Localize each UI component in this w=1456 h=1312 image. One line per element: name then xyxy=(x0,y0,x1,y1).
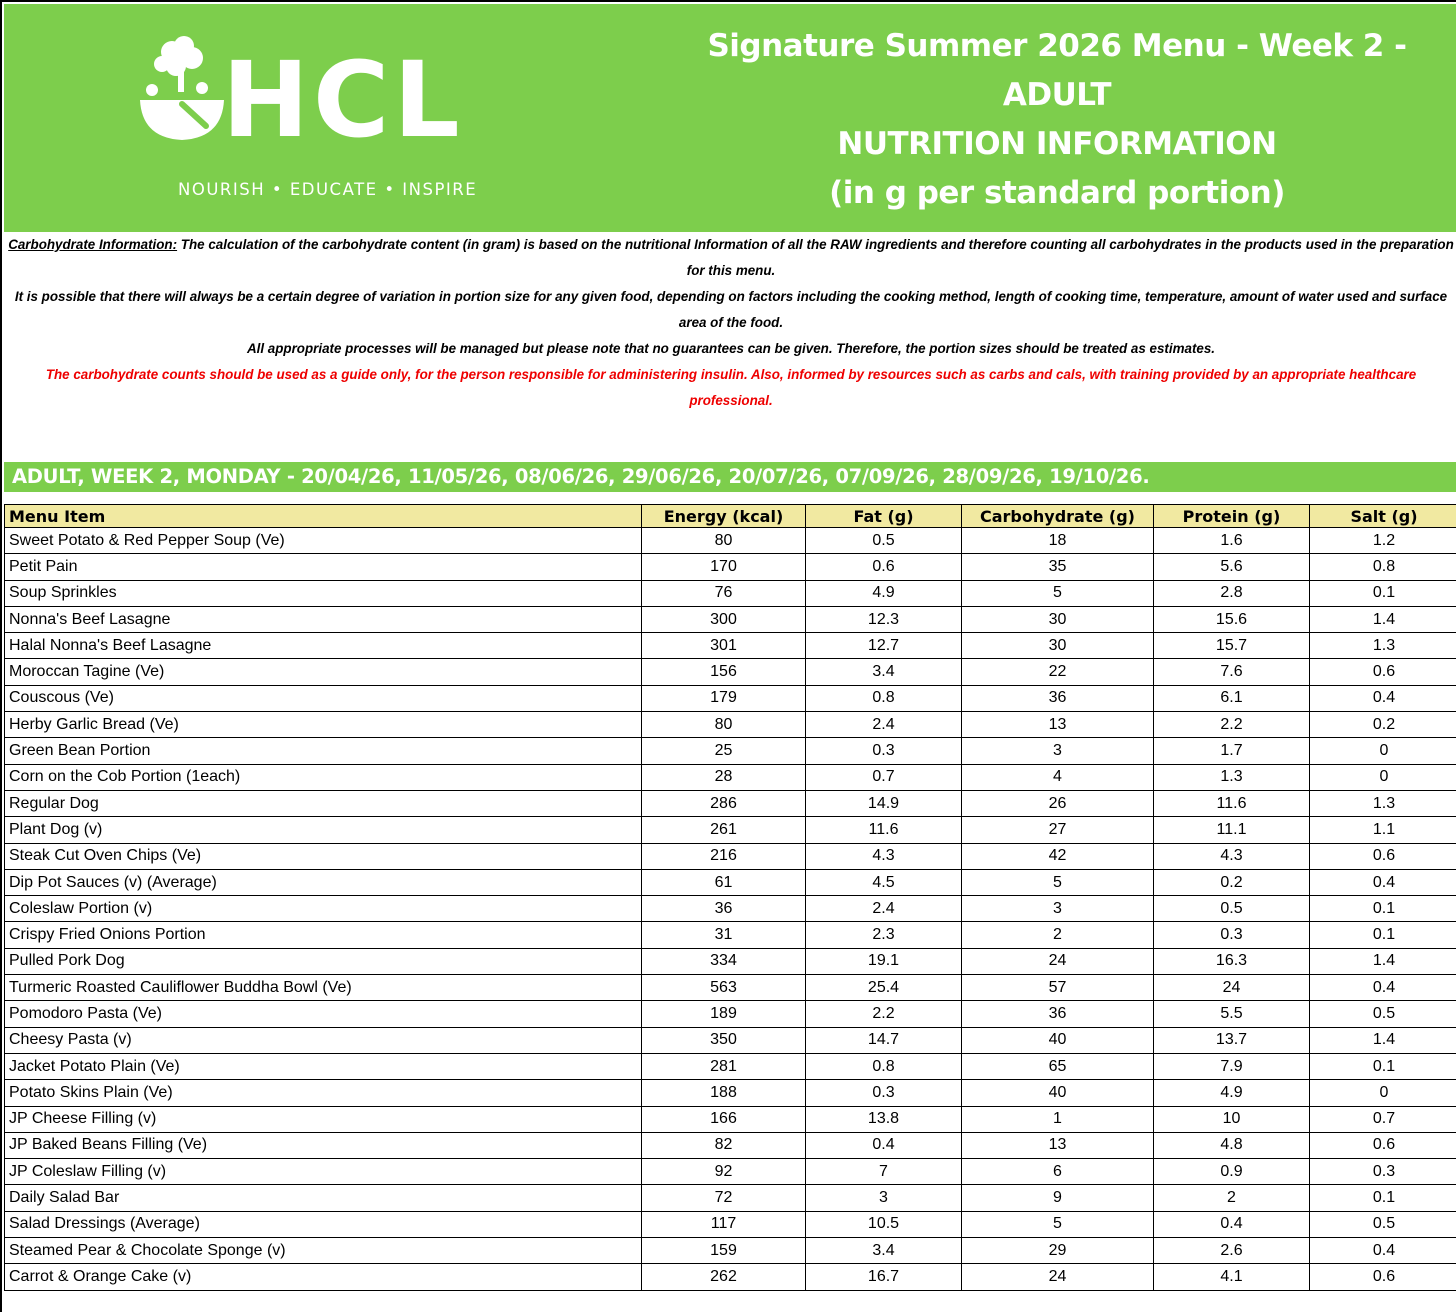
menu-item-cell: Sweet Potato & Red Pepper Soup (Ve) xyxy=(5,528,642,554)
fat-cell: 12.7 xyxy=(806,633,962,659)
brand-name: HCL xyxy=(222,39,464,161)
energy-cell: 25 xyxy=(642,738,806,764)
table-row xyxy=(5,554,1456,580)
nutrition-table xyxy=(4,504,1456,1291)
salt-cell: 0 xyxy=(1310,764,1456,790)
protein-cell: 6.1 xyxy=(1154,685,1310,711)
protein-cell: 0.2 xyxy=(1154,869,1310,895)
protein-cell: 0.5 xyxy=(1154,896,1310,922)
carbohydrate-cell: 22 xyxy=(962,659,1154,685)
carbohydrate-cell: 2 xyxy=(962,922,1154,948)
energy-cell: 261 xyxy=(642,817,806,843)
menu-item-cell: JP Coleslaw Filling (v) xyxy=(5,1159,642,1185)
table-row xyxy=(5,764,1456,790)
menu-item-cell: Steak Cut Oven Chips (Ve) xyxy=(5,843,642,869)
protein-cell: 4.1 xyxy=(1154,1264,1310,1290)
carbohydrate-cell: 57 xyxy=(962,975,1154,1001)
salt-cell: 0.1 xyxy=(1310,1053,1456,1079)
menu-item-cell: Couscous (Ve) xyxy=(5,685,642,711)
fat-cell: 19.1 xyxy=(806,948,962,974)
fat-cell: 12.3 xyxy=(806,606,962,632)
fat-cell: 10.5 xyxy=(806,1211,962,1237)
salt-cell: 0 xyxy=(1310,738,1456,764)
energy-cell: 189 xyxy=(642,1001,806,1027)
carbohydrate-cell: 36 xyxy=(962,1001,1154,1027)
salt-cell: 0.5 xyxy=(1310,1001,1456,1027)
menu-item-cell: Dip Pot Sauces (v) (Average) xyxy=(5,869,642,895)
fat-cell: 4.9 xyxy=(806,580,962,606)
col-header-menu-item: Menu Item xyxy=(5,505,642,528)
menu-item-cell: Plant Dog (v) xyxy=(5,817,642,843)
menu-item-cell: Regular Dog xyxy=(5,790,642,816)
fat-cell: 11.6 xyxy=(806,817,962,843)
menu-item-cell: Green Bean Portion xyxy=(5,738,642,764)
fat-cell: 3.4 xyxy=(806,659,962,685)
energy-cell: 281 xyxy=(642,1053,806,1079)
energy-cell: 300 xyxy=(642,606,806,632)
protein-cell: 0.3 xyxy=(1154,922,1310,948)
fat-cell: 2.3 xyxy=(806,922,962,948)
salt-cell: 1.3 xyxy=(1310,790,1456,816)
protein-cell: 2.2 xyxy=(1154,712,1310,738)
carbohydrate-cell: 24 xyxy=(962,948,1154,974)
title-line-4: (in g per standard portion) xyxy=(829,175,1285,211)
table-row xyxy=(5,948,1456,974)
salt-cell: 1.3 xyxy=(1310,633,1456,659)
table-row xyxy=(5,580,1456,606)
table-row xyxy=(5,975,1456,1001)
energy-cell: 159 xyxy=(642,1238,806,1264)
protein-cell: 13.7 xyxy=(1154,1027,1310,1053)
menu-item-cell: Cheesy Pasta (v) xyxy=(5,1027,642,1053)
table-row xyxy=(5,1132,1456,1158)
energy-cell: 80 xyxy=(642,528,806,554)
header-banner xyxy=(4,4,1456,232)
energy-cell: 563 xyxy=(642,975,806,1001)
salt-cell: 0.5 xyxy=(1310,1211,1456,1237)
carb-info-note xyxy=(4,232,1456,284)
protein-cell: 2.6 xyxy=(1154,1238,1310,1264)
energy-cell: 156 xyxy=(642,659,806,685)
salt-cell: 1.4 xyxy=(1310,606,1456,632)
col-header-protein: Protein (g) xyxy=(1154,505,1310,528)
table-row xyxy=(5,528,1456,554)
protein-cell: 2.8 xyxy=(1154,580,1310,606)
protein-cell: 15.6 xyxy=(1154,606,1310,632)
carbohydrate-cell: 5 xyxy=(962,869,1154,895)
salt-cell: 0.1 xyxy=(1310,580,1456,606)
table-row xyxy=(5,1264,1456,1290)
menu-item-cell: Soup Sprinkles xyxy=(5,580,642,606)
carbohydrate-cell: 40 xyxy=(962,1080,1154,1106)
table-row xyxy=(5,817,1456,843)
table-row xyxy=(5,633,1456,659)
fat-cell: 0.7 xyxy=(806,764,962,790)
table-row xyxy=(5,1106,1456,1132)
protein-cell: 11.6 xyxy=(1154,790,1310,816)
carbohydrate-cell: 30 xyxy=(962,633,1154,659)
menu-item-cell: Salad Dressings (Average) xyxy=(5,1211,642,1237)
energy-cell: 82 xyxy=(642,1132,806,1158)
carbohydrate-cell: 13 xyxy=(962,712,1154,738)
energy-cell: 301 xyxy=(642,633,806,659)
col-header-energy: Energy (kcal) xyxy=(642,505,806,528)
menu-item-cell: Nonna's Beef Lasagne xyxy=(5,606,642,632)
energy-cell: 262 xyxy=(642,1264,806,1290)
menu-item-cell: Turmeric Roasted Cauliflower Buddha Bowl (Ve) xyxy=(5,975,642,1001)
salt-cell: 0.6 xyxy=(1310,1264,1456,1290)
energy-cell: 61 xyxy=(642,869,806,895)
fat-cell: 2.2 xyxy=(806,1001,962,1027)
fat-cell: 0.3 xyxy=(806,1080,962,1106)
energy-cell: 92 xyxy=(642,1159,806,1185)
fat-cell: 7 xyxy=(806,1159,962,1185)
fat-cell: 0.5 xyxy=(806,528,962,554)
salt-cell: 0 xyxy=(1310,1080,1456,1106)
salt-cell: 0.6 xyxy=(1310,1132,1456,1158)
salt-cell: 0.1 xyxy=(1310,1185,1456,1211)
menu-item-cell: Petit Pain xyxy=(5,554,642,580)
table-row xyxy=(5,1027,1456,1053)
table-row xyxy=(5,1211,1456,1237)
salt-cell: 0.1 xyxy=(1310,922,1456,948)
protein-cell: 5.5 xyxy=(1154,1001,1310,1027)
menu-item-cell: Coleslaw Portion (v) xyxy=(5,896,642,922)
fat-cell: 25.4 xyxy=(806,975,962,1001)
carbohydrate-cell: 9 xyxy=(962,1185,1154,1211)
fat-cell: 3.4 xyxy=(806,1238,962,1264)
menu-item-cell: JP Cheese Filling (v) xyxy=(5,1106,642,1132)
table-row xyxy=(5,1185,1456,1211)
menu-item-cell: Corn on the Cob Portion (1each) xyxy=(5,764,642,790)
carbohydrate-cell: 30 xyxy=(962,606,1154,632)
salt-cell: 0.4 xyxy=(1310,685,1456,711)
protein-cell: 24 xyxy=(1154,975,1310,1001)
fat-cell: 14.9 xyxy=(806,790,962,816)
energy-cell: 188 xyxy=(642,1080,806,1106)
col-header-fat: Fat (g) xyxy=(806,505,962,528)
carbohydrate-cell: 36 xyxy=(962,685,1154,711)
energy-cell: 350 xyxy=(642,1027,806,1053)
table-row xyxy=(5,712,1456,738)
protein-cell: 1.3 xyxy=(1154,764,1310,790)
carbohydrate-cell: 1 xyxy=(962,1106,1154,1132)
hcl-logo xyxy=(122,30,478,210)
fat-cell: 0.4 xyxy=(806,1132,962,1158)
salt-cell: 0.3 xyxy=(1310,1159,1456,1185)
table-row xyxy=(5,659,1456,685)
energy-cell: 117 xyxy=(642,1211,806,1237)
fat-cell: 4.3 xyxy=(806,843,962,869)
carbohydrate-cell: 65 xyxy=(962,1053,1154,1079)
carbohydrate-cell: 5 xyxy=(962,1211,1154,1237)
protein-cell: 16.3 xyxy=(1154,948,1310,974)
energy-cell: 80 xyxy=(642,712,806,738)
energy-cell: 179 xyxy=(642,685,806,711)
carbohydrate-cell: 18 xyxy=(962,528,1154,554)
table-body xyxy=(5,528,1456,1291)
carbohydrate-cell: 29 xyxy=(962,1238,1154,1264)
salt-cell: 0.4 xyxy=(1310,1238,1456,1264)
col-header-salt: Salt (g) xyxy=(1310,505,1456,528)
menu-item-cell: Potato Skins Plain (Ve) xyxy=(5,1080,642,1106)
protein-cell: 7.6 xyxy=(1154,659,1310,685)
salt-cell: 0.1 xyxy=(1310,896,1456,922)
carbohydrate-cell: 3 xyxy=(962,896,1154,922)
day-banner: ADULT, WEEK 2, MONDAY - 20/04/26, 11/05/26, 08/06/26, 29/06/26, 20/07/26, 07/09/26, 28/09/26, 19/10/26. xyxy=(4,462,1456,492)
carbohydrate-cell: 42 xyxy=(962,843,1154,869)
energy-cell: 76 xyxy=(642,580,806,606)
protein-cell: 11.1 xyxy=(1154,817,1310,843)
fat-cell: 2.4 xyxy=(806,896,962,922)
page-title xyxy=(654,22,1456,218)
fat-cell: 0.8 xyxy=(806,685,962,711)
menu-item-cell: Pomodoro Pasta (Ve) xyxy=(5,1001,642,1027)
salt-cell: 0.8 xyxy=(1310,554,1456,580)
protein-cell: 10 xyxy=(1154,1106,1310,1132)
insulin-warning-note: The carbohydrate counts should be used as a guide only, for the person responsible for administering insulin. Also, informed by resources such as carbs and cals, with training provided by an appropriate healthcare professional. xyxy=(45,367,1417,408)
salt-cell: 0.7 xyxy=(1310,1106,1456,1132)
energy-cell: 28 xyxy=(642,764,806,790)
protein-cell: 5.6 xyxy=(1154,554,1310,580)
energy-cell: 166 xyxy=(642,1106,806,1132)
table-row xyxy=(5,922,1456,948)
carbohydrate-cell: 5 xyxy=(962,580,1154,606)
protein-cell: 1.7 xyxy=(1154,738,1310,764)
variation-note: It is possible that there will always be a certain degree of variation in portion size for any given food, depending on factors including the cooking method, length of cooking time, temperature, amount of water used and surface area of the food. xyxy=(14,289,1448,330)
salt-cell: 1.4 xyxy=(1310,1027,1456,1053)
salt-cell: 0.6 xyxy=(1310,843,1456,869)
fat-cell: 13.8 xyxy=(806,1106,962,1132)
fat-cell: 4.5 xyxy=(806,869,962,895)
energy-cell: 286 xyxy=(642,790,806,816)
protein-cell: 4.9 xyxy=(1154,1080,1310,1106)
carb-info-lead: Carbohydrate Information: xyxy=(8,237,178,252)
table-row xyxy=(5,869,1456,895)
protein-cell: 2 xyxy=(1154,1185,1310,1211)
salt-cell: 1.4 xyxy=(1310,948,1456,974)
menu-item-cell: Crispy Fried Onions Portion xyxy=(5,922,642,948)
fat-cell: 3 xyxy=(806,1185,962,1211)
table-row xyxy=(5,1053,1456,1079)
energy-cell: 170 xyxy=(642,554,806,580)
menu-item-cell: Jacket Potato Plain (Ve) xyxy=(5,1053,642,1079)
fat-cell: 0.3 xyxy=(806,738,962,764)
table-row xyxy=(5,685,1456,711)
carbohydrate-cell: 35 xyxy=(962,554,1154,580)
carb-info-text: The calculation of the carbohydrate content (in gram) is based on the nutritional Information of all the RAW ingredients and therefore counting all carbohydrates in the products used in the preparation for this menu. xyxy=(177,237,1454,278)
carbohydrate-cell: 40 xyxy=(962,1027,1154,1053)
menu-item-cell: Daily Salad Bar xyxy=(5,1185,642,1211)
protein-cell: 4.8 xyxy=(1154,1132,1310,1158)
salt-cell: 0.2 xyxy=(1310,712,1456,738)
energy-cell: 216 xyxy=(642,843,806,869)
table-row xyxy=(5,790,1456,816)
protein-cell: 0.9 xyxy=(1154,1159,1310,1185)
carbohydrate-cell: 6 xyxy=(962,1159,1154,1185)
menu-item-cell: Herby Garlic Bread (Ve) xyxy=(5,712,642,738)
fat-cell: 0.6 xyxy=(806,554,962,580)
guarantee-note: All appropriate processes will be managed but please note that no guarantees can be given. Therefore, the portion sizes should be treated as estimates. xyxy=(246,341,1216,356)
carbohydrate-cell: 24 xyxy=(962,1264,1154,1290)
energy-cell: 31 xyxy=(642,922,806,948)
protein-cell: 0.4 xyxy=(1154,1211,1310,1237)
menu-item-cell: Pulled Pork Dog xyxy=(5,948,642,974)
menu-item-cell: Carrot & Orange Cake (v) xyxy=(5,1264,642,1290)
carbohydrate-cell: 26 xyxy=(962,790,1154,816)
title-line-3: NUTRITION INFORMATION xyxy=(837,126,1277,162)
fat-cell: 2.4 xyxy=(806,712,962,738)
table-row xyxy=(5,606,1456,632)
carbohydrate-cell: 27 xyxy=(962,817,1154,843)
salt-cell: 1.1 xyxy=(1310,817,1456,843)
table-row xyxy=(5,1080,1456,1106)
table-row xyxy=(5,1238,1456,1264)
energy-cell: 72 xyxy=(642,1185,806,1211)
salt-cell: 0.4 xyxy=(1310,869,1456,895)
salt-cell: 0.6 xyxy=(1310,659,1456,685)
salt-cell: 1.2 xyxy=(1310,528,1456,554)
table-row xyxy=(5,1001,1456,1027)
energy-cell: 334 xyxy=(642,948,806,974)
protein-cell: 1.6 xyxy=(1154,528,1310,554)
table-row xyxy=(5,1159,1456,1185)
menu-item-cell: Moroccan Tagine (Ve) xyxy=(5,659,642,685)
salt-cell: 0.4 xyxy=(1310,975,1456,1001)
protein-cell: 4.3 xyxy=(1154,843,1310,869)
carbohydrate-cell: 3 xyxy=(962,738,1154,764)
brand-tagline: NOURISH • EDUCATE • INSPIRE xyxy=(178,180,478,199)
title-line-2: ADULT xyxy=(1002,77,1112,113)
protein-cell: 7.9 xyxy=(1154,1053,1310,1079)
table-header-row xyxy=(5,505,1456,528)
fat-cell: 14.7 xyxy=(806,1027,962,1053)
menu-item-cell: JP Baked Beans Filling (Ve) xyxy=(5,1132,642,1158)
carbohydrate-notes xyxy=(4,232,1456,454)
carbohydrate-cell: 4 xyxy=(962,764,1154,790)
table-row xyxy=(5,896,1456,922)
title-line-1: Signature Summer 2026 Menu - Week 2 - xyxy=(707,28,1407,64)
menu-item-cell: Halal Nonna's Beef Lasagne xyxy=(5,633,642,659)
fat-cell: 16.7 xyxy=(806,1264,962,1290)
table-row xyxy=(5,843,1456,869)
carbohydrate-cell: 13 xyxy=(962,1132,1154,1158)
fat-cell: 0.8 xyxy=(806,1053,962,1079)
menu-item-cell: Steamed Pear & Chocolate Sponge (v) xyxy=(5,1238,642,1264)
energy-cell: 36 xyxy=(642,896,806,922)
table-row xyxy=(5,738,1456,764)
protein-cell: 15.7 xyxy=(1154,633,1310,659)
col-header-carbohydrate: Carbohydrate (g) xyxy=(962,505,1154,528)
